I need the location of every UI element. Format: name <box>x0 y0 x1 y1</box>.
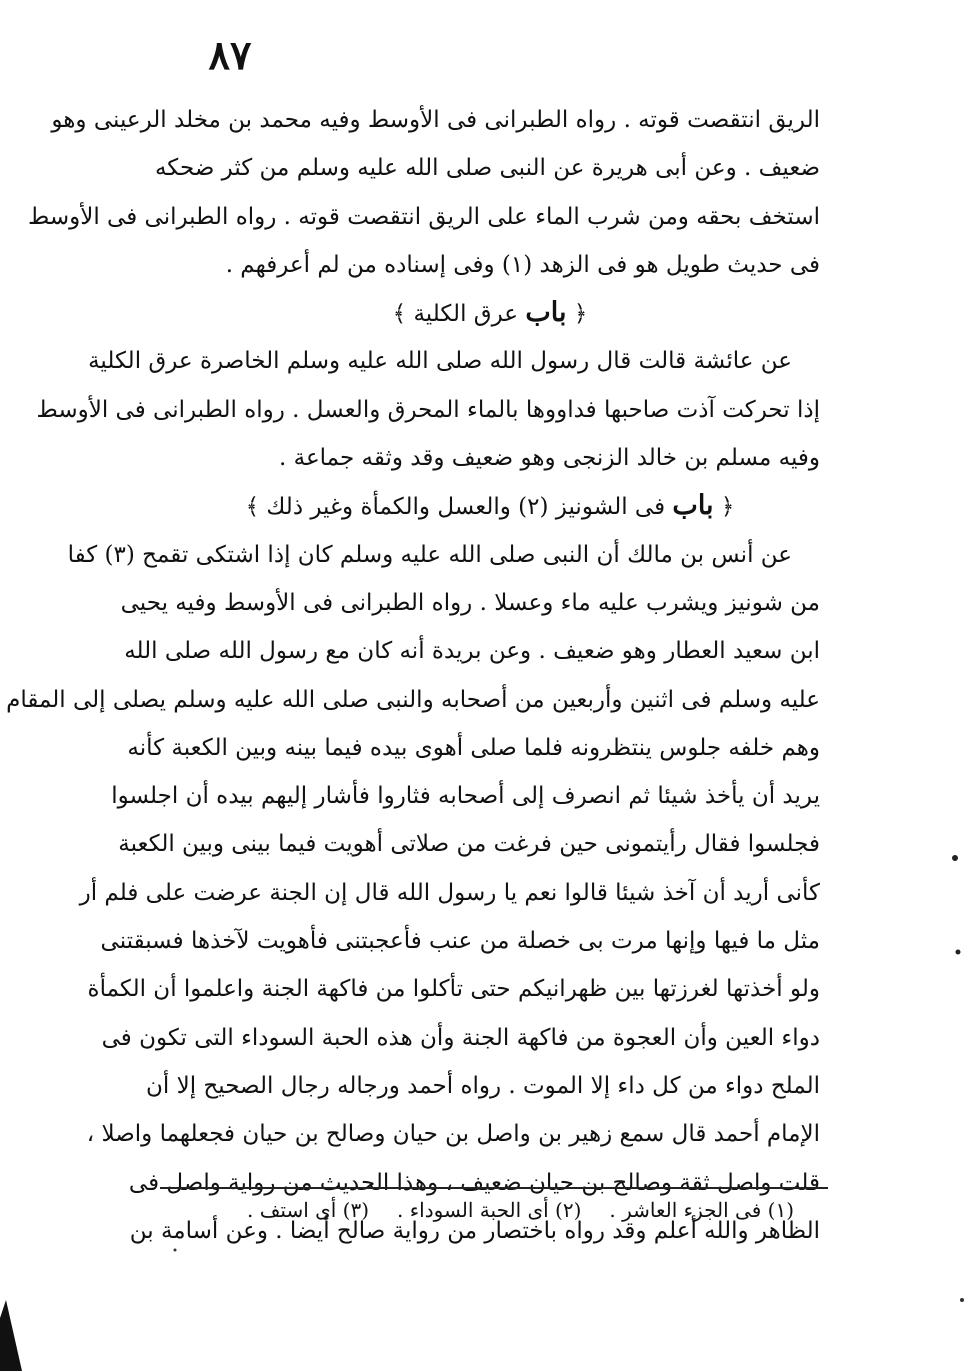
heading-bracket-close: ﴾ <box>245 494 260 521</box>
text-line: قلت واصل ثقة وصالح بن حيان ضعيف ، وهذا الحديث من رواية واصل فى <box>128 1169 820 1196</box>
ink-speck <box>174 1249 177 1252</box>
text-line: مثل ما فيها وإنها مرت بى خصلة من عنب فأعجبتنى فأهويت لآخذها فسبقتنى <box>100 928 820 955</box>
text-line: عن عائشة قالت قال رسول الله صلى الله عليه وسلم الخاصرة عرق الكلية <box>88 348 792 375</box>
ink-speck <box>960 1298 964 1302</box>
text-line: الريق انتقصت قوته . رواه الطبرانى فى الأوسط وفيه محمد بن مخلد الرعينى وهو <box>51 107 820 133</box>
text-line: دواء العين وأن العجوة من فاكهة الجنة وأن هذه الحبة السوداء التى تكون فى <box>101 1024 820 1051</box>
text-line: الظاهر والله أعلم وقد رواه باختصار من رواية صالح أيضا . وعن أسامة بن <box>129 1217 820 1244</box>
text-line: فى حديث طويل هو فى الزهد (١) وفى إسناده من لم أعرفهم . <box>225 251 820 278</box>
footnote-2: (٢) أى الحبة السوداء . <box>397 1198 582 1222</box>
heading-title: فى الشونيز (٢) والعسل والكمأة وغير ذلك <box>266 494 666 521</box>
heading-bracket-close: ﴾ <box>392 301 407 328</box>
text-line: عن أنس بن مالك أن النبى صلى الله عليه وسلم كان إذا اشتكى تقمح (٣) كفا <box>67 541 792 568</box>
heading-bab-label: باب <box>525 297 567 329</box>
text-line: ضعيف . وعن أبى هريرة عن النبى صلى الله عليه وسلم من كثر ضحكه <box>154 155 820 182</box>
text-line: وهم خلفه جلوس ينتظرونه فلما صلى أهوى بيده فيما بينه وبين الكعبة كأنه <box>127 734 820 761</box>
text-line: وفيه مسلم بن خالد الزنجى وهو ضعيف وقد وثقه جماعة . <box>279 445 820 472</box>
text-line: إذا تحركت آذت صاحبها فداووها بالماء المحرق والعسل . رواه الطبرانى فى الأوسط <box>36 396 820 423</box>
scan-edge-shadow <box>0 1300 22 1371</box>
heading-bracket-open: ﴿ <box>720 494 735 521</box>
heading-title: عرق الكلية <box>413 301 519 328</box>
text-line: فجلسوا فقال رأيتمونى حين فرغت من صلاتى أهويت فيما بينى وبين الكعبة <box>118 831 820 858</box>
text-line: ولو أخذتها لغرزتها بين ظهرانيكم حتى تأكلوا من فاكهة الجنة واعلموا أن الكمأة <box>87 976 820 1003</box>
heading-bracket-open: ﴿ <box>573 301 588 328</box>
text-line: من شونيز ويشرب عليه ماء وعسلا . رواه الطبرانى فى الأوسط وفيه يحيى <box>120 589 820 616</box>
text-line: الإمام أحمد قال سمع زهير بن واصل بن حيان وصالح بن حيان فجعلهما واصلا ، <box>86 1121 820 1148</box>
text-line: عليه وسلم فى اثنين وأربعين من أصحابه والنبى صلى الله عليه وسلم يصلى إلى المقام <box>6 686 820 713</box>
text-line: ابن سعيد العطار وهو ضعيف . وعن بريدة أنه كان مع رسول الله صلى الله <box>124 638 820 665</box>
ink-speck <box>956 950 961 955</box>
text-line: استخف بحقه ومن شرب الماء على الريق انتقصت قوته . رواه الطبرانى فى الأوسط <box>28 203 820 230</box>
page-number: ٨٧ <box>208 32 252 79</box>
text-line: يريد أن يأخذ شيئا ثم انصرف إلى أصحابه فثاروا فأشار إليهم بيده أن اجلسوا <box>111 783 820 810</box>
text-line: كأنى أريد أن آخذ شيئا قالوا نعم يا رسول الله قال إن الجنة عرضت على فلم أر <box>79 879 820 906</box>
footnote-3: (٣) أى استف . <box>246 1198 370 1222</box>
heading-bab-label: باب <box>672 490 714 522</box>
text-line: الملح دواء من كل داء إلا الموت . رواه أحمد ورجاله رجال الصحيح إلا أن <box>146 1072 820 1099</box>
footnote-1: (١) فى الجزء العاشر . <box>609 1198 794 1222</box>
ink-speck <box>952 855 958 861</box>
